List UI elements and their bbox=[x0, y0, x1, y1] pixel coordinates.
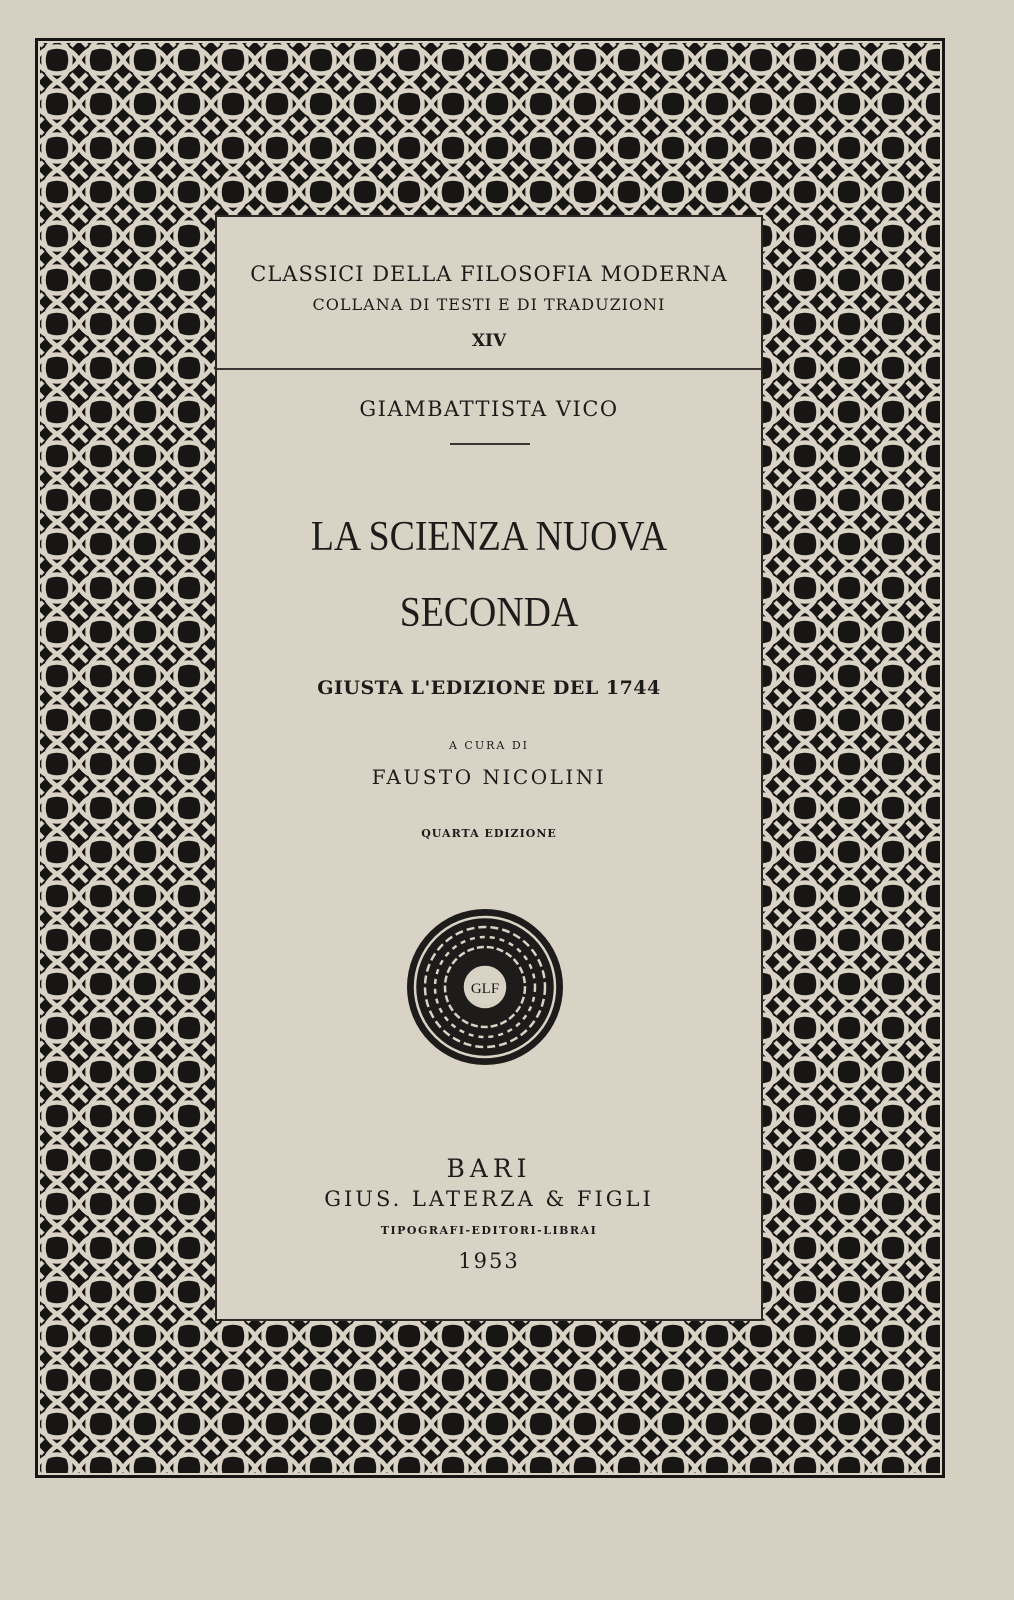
editor-label: A CURA DI bbox=[448, 739, 529, 752]
book-title-line1: LA SCIENZA NUOVA bbox=[310, 514, 668, 560]
edition: QUARTA EDIZIONE bbox=[421, 827, 557, 840]
title-panel bbox=[215, 215, 763, 1321]
imprint-publisher: GIUS. LATERZA & FIGLI bbox=[324, 1187, 654, 1211]
series-number: XIV bbox=[471, 331, 507, 351]
book-title-line2: SECONDA bbox=[399, 590, 579, 636]
imprint-city: BARI bbox=[446, 1154, 532, 1183]
divider bbox=[217, 368, 761, 370]
series-title: CLASSICI DELLA FILOSOFIA MODERNA bbox=[250, 262, 728, 286]
editor-name: FAUSTO NICOLINI bbox=[371, 765, 607, 789]
author: GIAMBATTISTA VICO bbox=[359, 397, 619, 421]
imprint-year: 1953 bbox=[458, 1249, 520, 1273]
short-divider bbox=[450, 443, 530, 445]
imprint-trade: TIPOGRAFI-EDITORI-LIBRAI bbox=[380, 1224, 598, 1237]
publisher-seal-icon bbox=[405, 907, 565, 1067]
edition-note: GIUSTA L'EDIZIONE DEL 1744 bbox=[317, 677, 661, 699]
svg-text:GLF: GLF bbox=[470, 981, 500, 997]
series-subtitle: COLLANA DI TESTI E DI TRADUZIONI bbox=[312, 295, 666, 314]
